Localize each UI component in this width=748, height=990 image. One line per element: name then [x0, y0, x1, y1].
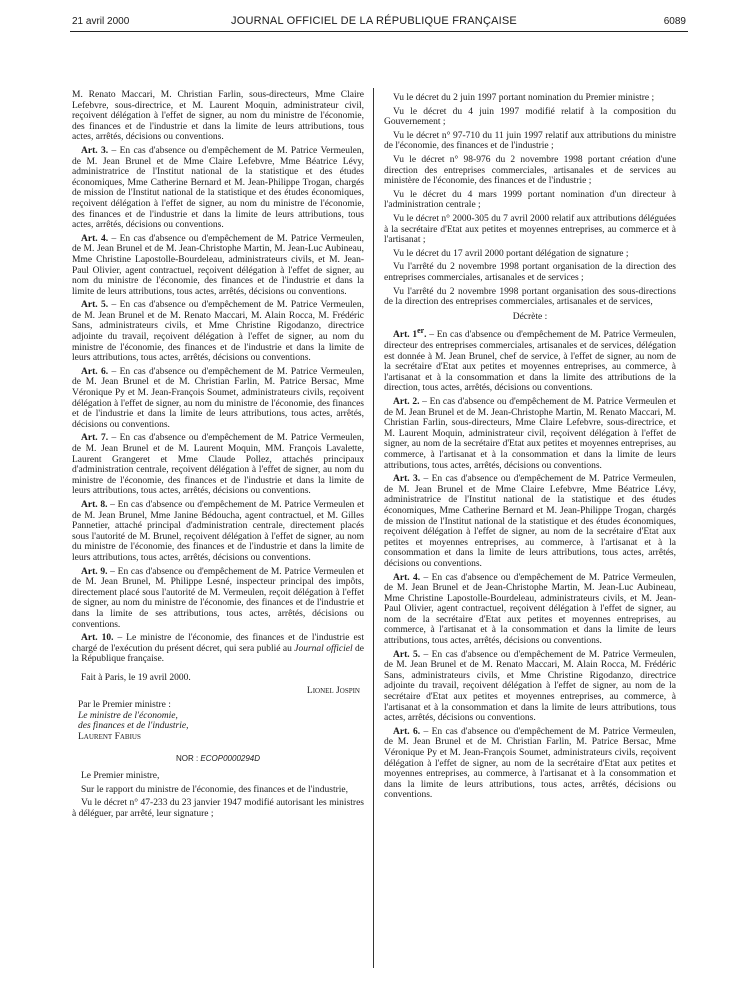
- intro-paragraph: M. Renato Maccari, M. Christian Farlin, sous-directeurs, Mme Claire Lefebvre, sous-directrice, et M. Laurent Moquin, administrateur civil, reçoivent délégation à l'effet de signer, au nom du ministre de l'économie, des finances et de l'industrie et dans la limite de leurs attributions, tous actes, arrêtés, décisions ou conventions.: [72, 90, 364, 143]
- prime-minister-line: Le Premier ministre,: [81, 771, 160, 782]
- article-label: Art. 6.: [393, 726, 421, 737]
- report-line: Sur le rapport du ministre de l'économie, des finances et de l'industrie,: [81, 784, 348, 795]
- decrete-heading: Décrète :: [512, 311, 548, 322]
- visa-9: Vu l'arrêté du 2 novembre 1998 portant organisation des sous-directions de la direction des entreprises commerciales, artisanales et de services,: [384, 286, 676, 308]
- article-label: Art. 3.: [393, 474, 421, 485]
- article-1: [384, 326, 676, 394]
- journal-title: JOURNAL OFFICIEL DE LA RÉPUBLIQUE FRANÇAISE: [231, 15, 517, 27]
- article-label: Art. 5.: [393, 649, 421, 660]
- article-label: Art. 2.: [393, 397, 420, 407]
- article-7: [72, 433, 364, 497]
- visa-1: Vu le décret du 2 juin 1997 portant nomination du Premier ministre ;: [393, 93, 655, 103]
- article-3: [72, 146, 364, 231]
- journal-name: Journal officiel: [294, 643, 353, 654]
- visa-7: Vu le décret du 17 avril 2000 portant délégation de signature ;: [393, 248, 629, 259]
- article-8: [72, 500, 364, 564]
- article-text: – En cas d'absence ou d'empêchement de M. Patrice Vermeulen, de M. Jean Brunel et de M. Christian Farlin, M. Patrice Bersac, Mme Véronique Py et M. Jean-François Soumet, administrateurs civils, reçoivent délégation à l'effet de signer, au nom de la secrétaire d'Etat aux petites et moyennes entreprises, au commerce, à l'artisanat et à la consommation et dans la limite de leurs attributions, tous actes, arrêtés, décisions ou conventions.: [384, 726, 676, 801]
- article-text: – En cas d'absence ou d'empêchement de M. Patrice Vermeulen, directeur des entreprises commerciales, artisanales et de services, délégation est donnée à M. Jean Brunel, chef de service, à l'effet de signer, au nom de la secrétaire d'Etat aux petites et moyennes entreprises, au commerce, à l'artisanat et à la consommation et dans la limite des attributions de la direction, tous actes, arrêtés, décisions ou conventions.: [384, 330, 676, 394]
- article-text: – En cas d'absence ou d'empêchement de M. Patrice Vermeulen, de M. Jean Brunel et de M. Laurent Moquin, MM. François Lavalette, Laurent Grangeret et Mme Claude Pollez, attachés principaux d'administration centrale, reçoivent délégation à l'effet de signer, au nom du ministre de l'économie, des finances et de l'industrie et dans la limite de leurs attributions, tous actes, arrêtés, décisions ou conventions.: [72, 433, 364, 497]
- prime-minister-signature: Lionel Jospin: [306, 686, 360, 697]
- article-9: [72, 567, 364, 631]
- article-6: [72, 367, 364, 431]
- countersignature-block: [78, 700, 364, 742]
- article-label: Art. 4.: [393, 572, 421, 583]
- date-of-signature: Fait à Paris, le 19 avril 2000.: [81, 672, 191, 683]
- article-text: – En cas d'absence ou d'empêchement de M. Patrice Vermeulen, de M. Jean Brunel et de Mme Claire Lefebvre, Mme Béatrice Lévy, administratrice de l'Institut national de la statistique et des études économiques, Mme Catherine Bernard et M. Jean-Philippe Trogan, chargés de mission de l'Institut national de la statistique et des études économiques, reçoivent délégation à l'effet de signer, au nom du ministre de l'économie, des finances et de l'industrie et dans la limite de leurs attributions, tous actes, arrêtés, décisions ou conventions.: [72, 145, 364, 231]
- minister-title-line-1: Le ministre de l'économie,: [78, 710, 178, 721]
- article-text: – En cas d'absence ou d'empêchement de M. Patrice Vermeulen, de M. Jean Brunel et de M. Jean-Christophe Martin, M. Jean-Luc Aubineau, Mme Christine Lapostolle-Bourdeleau, administrateurs civils, et M. Jean-Paul Olivier, agent contractuel, reçoivent délégation à l'effet de signer, au nom du ministre de l'économie, des finances et de l'industrie et dans la limite de leurs attributions, tous actes, arrêtés, décisions ou conventions.: [72, 233, 364, 297]
- page-header: [0, 0, 748, 32]
- visa-2: Vu le décret du 4 juin 1997 modifié relatif à la composition du Gouvernement ;: [384, 106, 676, 128]
- left-column: [72, 90, 364, 822]
- visa-8: Vu l'arrêté du 2 novembre 1998 portant organisation de la direction des entreprises commerciales, artisanales et de services ;: [384, 262, 676, 283]
- article-label: Art. 10.: [81, 633, 114, 644]
- nor-reference: [72, 754, 364, 765]
- article-3: [384, 474, 676, 569]
- article-text: – En cas d'absence ou d'empêchement de M. Patrice Vermeulen et de M. Jean Brunel, Mme Janine Bédoucha, agent contractuel, et M. Gilles Pannetier, attaché principal d'administration centrale, directement placés sous l'autorité de M. Brunel, reçoivent délégation à l'effet de signer, au nom du ministre de l'économie, des finances et de l'industrie et dans la limite de leurs attributions, tous actes, arrêtés, décisions ou conventions.: [72, 499, 365, 563]
- article-5: [384, 650, 676, 724]
- issue-date: 21 avril 2000: [72, 16, 130, 27]
- right-column: [384, 93, 676, 804]
- article-label: Art. 5.: [81, 300, 109, 311]
- by-prime-minister: Par le Premier ministre :: [78, 700, 171, 711]
- article-4: [384, 573, 676, 647]
- column-divider: [373, 88, 374, 968]
- article-label: Art. 8.: [81, 499, 108, 510]
- visa-4: Vu le décret n° 98-976 du 2 novembre 1998 portant création d'une direction des entreprises commerciales, artisanales et de services au ministère de l'économie, des finances et de l'industrie ;: [384, 154, 676, 187]
- article-text: – Le ministre de l'économie, des finances et de l'industrie est chargé de l'exécution du présent décret, qui sera publié au: [72, 633, 364, 654]
- nor-label: NOR :: [175, 754, 201, 764]
- article-text: – En cas d'absence ou d'empêchement de M. Patrice Vermeulen, de M. Jean Brunel et de M. Christian Farlin, M. Patrice Bersac, Mme Véronique Py et M. Jean-François Soumet, administrateurs civils, reçoivent délégation à l'effet de signer, au nom du ministre de l'économie, des finances et de l'industrie et dans la limite de leurs attributions, tous actes, arrêtés, décisions ou conventions.: [72, 366, 364, 430]
- visa-6: Vu le décret n° 2000-305 du 7 avril 2000 relatif aux attributions déléguées à la secrétaire d'Etat aux petites et moyennes entreprises, au commerce et à l'artisanat ;: [384, 213, 676, 246]
- visa-3: Vu le décret n° 97-710 du 11 juin 1997 relatif aux attributions du ministre de l'économie, des finances et de l'industrie ;: [384, 130, 676, 152]
- header-rule: [70, 31, 688, 32]
- article-6: [384, 727, 676, 801]
- article-text: – En cas d'absence ou d'empêchement de M. Patrice Vermeulen, de M. Jean Brunel et de Jean-Christophe Martin, M. Jean-Luc Aubineau, Mme Christine Lapostolle-Bourdeleau, administrateurs civils, et M. Jean-Paul Olivier, agent contractuel, reçoivent délégation à l'effet de signer, au nom de la secrétaire d'Etat aux petites et moyennes entreprises, au commerce, à l'artisanat et à la consommation et dans la limite de leurs attributions, tous actes, arrêtés, décisions ou conventions.: [384, 572, 676, 647]
- article-text: de la République française.: [72, 643, 364, 665]
- article-label: Art. 6.: [81, 366, 109, 377]
- article-2: [384, 397, 676, 471]
- visa-5: Vu le décret du 4 mars 1999 portant nomination d'un directeur à l'administration centrale ;: [384, 189, 676, 211]
- article-label: Art. 7.: [81, 433, 109, 444]
- article-text: – En cas d'absence ou d'empêchement de M. Patrice Vermeulen, de M. Jean Brunel et de M. Renato Maccari, M. Alain Rocca, M. Frédéric Sans, administrateurs civils, et Mme Christine Rigodanzo, directrice adjointe du travail, reçoivent délégation à l'effet de signer, au nom du ministre de l'économie, des finances et de l'industrie et dans la limite de leurs attributions, tous actes, arrêtés, décisions ou conventions.: [72, 300, 364, 364]
- article-text: – En cas d'absence ou d'empêchement de M. Patrice Vermeulen et de M. Jean Brunel, M. Philippe Lesné, inspecteur principal des impôts, directement placé sous l'autorité de M. Vermeulen, reçoit délégation à l'effet de signer, au nom du ministre de l'économie, des finances et de l'industrie et dans la limite de ses attributions, tous actes, arrêtés, décisions ou conventions.: [72, 566, 365, 630]
- article-5: [72, 300, 364, 364]
- article-label: Art. 4.: [81, 233, 109, 244]
- article-text: – En cas d'absence ou d'empêchement de M. Patrice Vermeulen, de M. Jean Brunel et de M. Renato Maccari, M. Alain Rocca, M. Frédéric Sans, administrateurs civils, et Mme Christine Rigodanzo, directrice adjointe du travail, reçoivent délégation à l'effet de signer, au nom de la secrétaire d'Etat aux petites et moyennes entreprises, au commerce, à l'artisanat et à la consommation et dans la limite de leurs attributions, tous actes, arrêtés, décisions ou conventions.: [384, 649, 676, 724]
- article-text: – En cas d'absence ou d'empêchement de M. Patrice Vermeulen, de M. Jean Brunel et de Mme Claire Lefebvre, Mme Béatrice Lévy, administratrice de l'Institut national de la statistique et des études économiques, Mme Catherine Bernard et M. Jean-Philippe Trogan, chargés de mission de l'Institut national de la statistique et des études économiques, reçoivent délégation à l'effet de signer, au nom de la secrétaire d'Etat aux petites et moyennes entreprises, au commerce, à l'artisanat et à la consommation et dans la limite de leurs attributions, tous actes, arrêtés, décisions ou conventions.: [384, 474, 676, 569]
- visa-1947: Vu le décret n° 47-233 du 23 janvier 1947 modifié autorisant les ministres à déléguer, par arrêté, leur signature ;: [72, 798, 364, 819]
- article-10: [72, 633, 364, 665]
- article-text: – En cas d'absence ou d'empêchement de M. Patrice Vermeulen et de M. Jean Brunel et de M. Jean-Christophe Martin, M. Renato Maccari, M. Christian Farlin, sous-directeurs, Mme Claire Lefebvre, sous-directrice, et M. Laurent Moquin, administrateur civil, reçoivent délégation à l'effet de signer, au nom de la secrétaire d'Etat aux petites et moyennes entreprises, au commerce, à l'artisanat et à la consommation et dans la limite de leurs attributions, tous actes, arrêtés, décisions ou conventions.: [384, 397, 677, 471]
- article-4: [72, 234, 364, 298]
- nor-code: ECOP0000294D: [200, 754, 261, 764]
- minister-name: Laurent Fabius: [78, 731, 141, 742]
- article-label: Art. 3.: [81, 145, 109, 156]
- minister-title-line-2: des finances et de l'industrie,: [78, 721, 189, 732]
- article-label: Art. 1er.: [393, 326, 427, 341]
- article-label: Art. 9.: [81, 566, 108, 577]
- page-number: 6089: [663, 16, 686, 27]
